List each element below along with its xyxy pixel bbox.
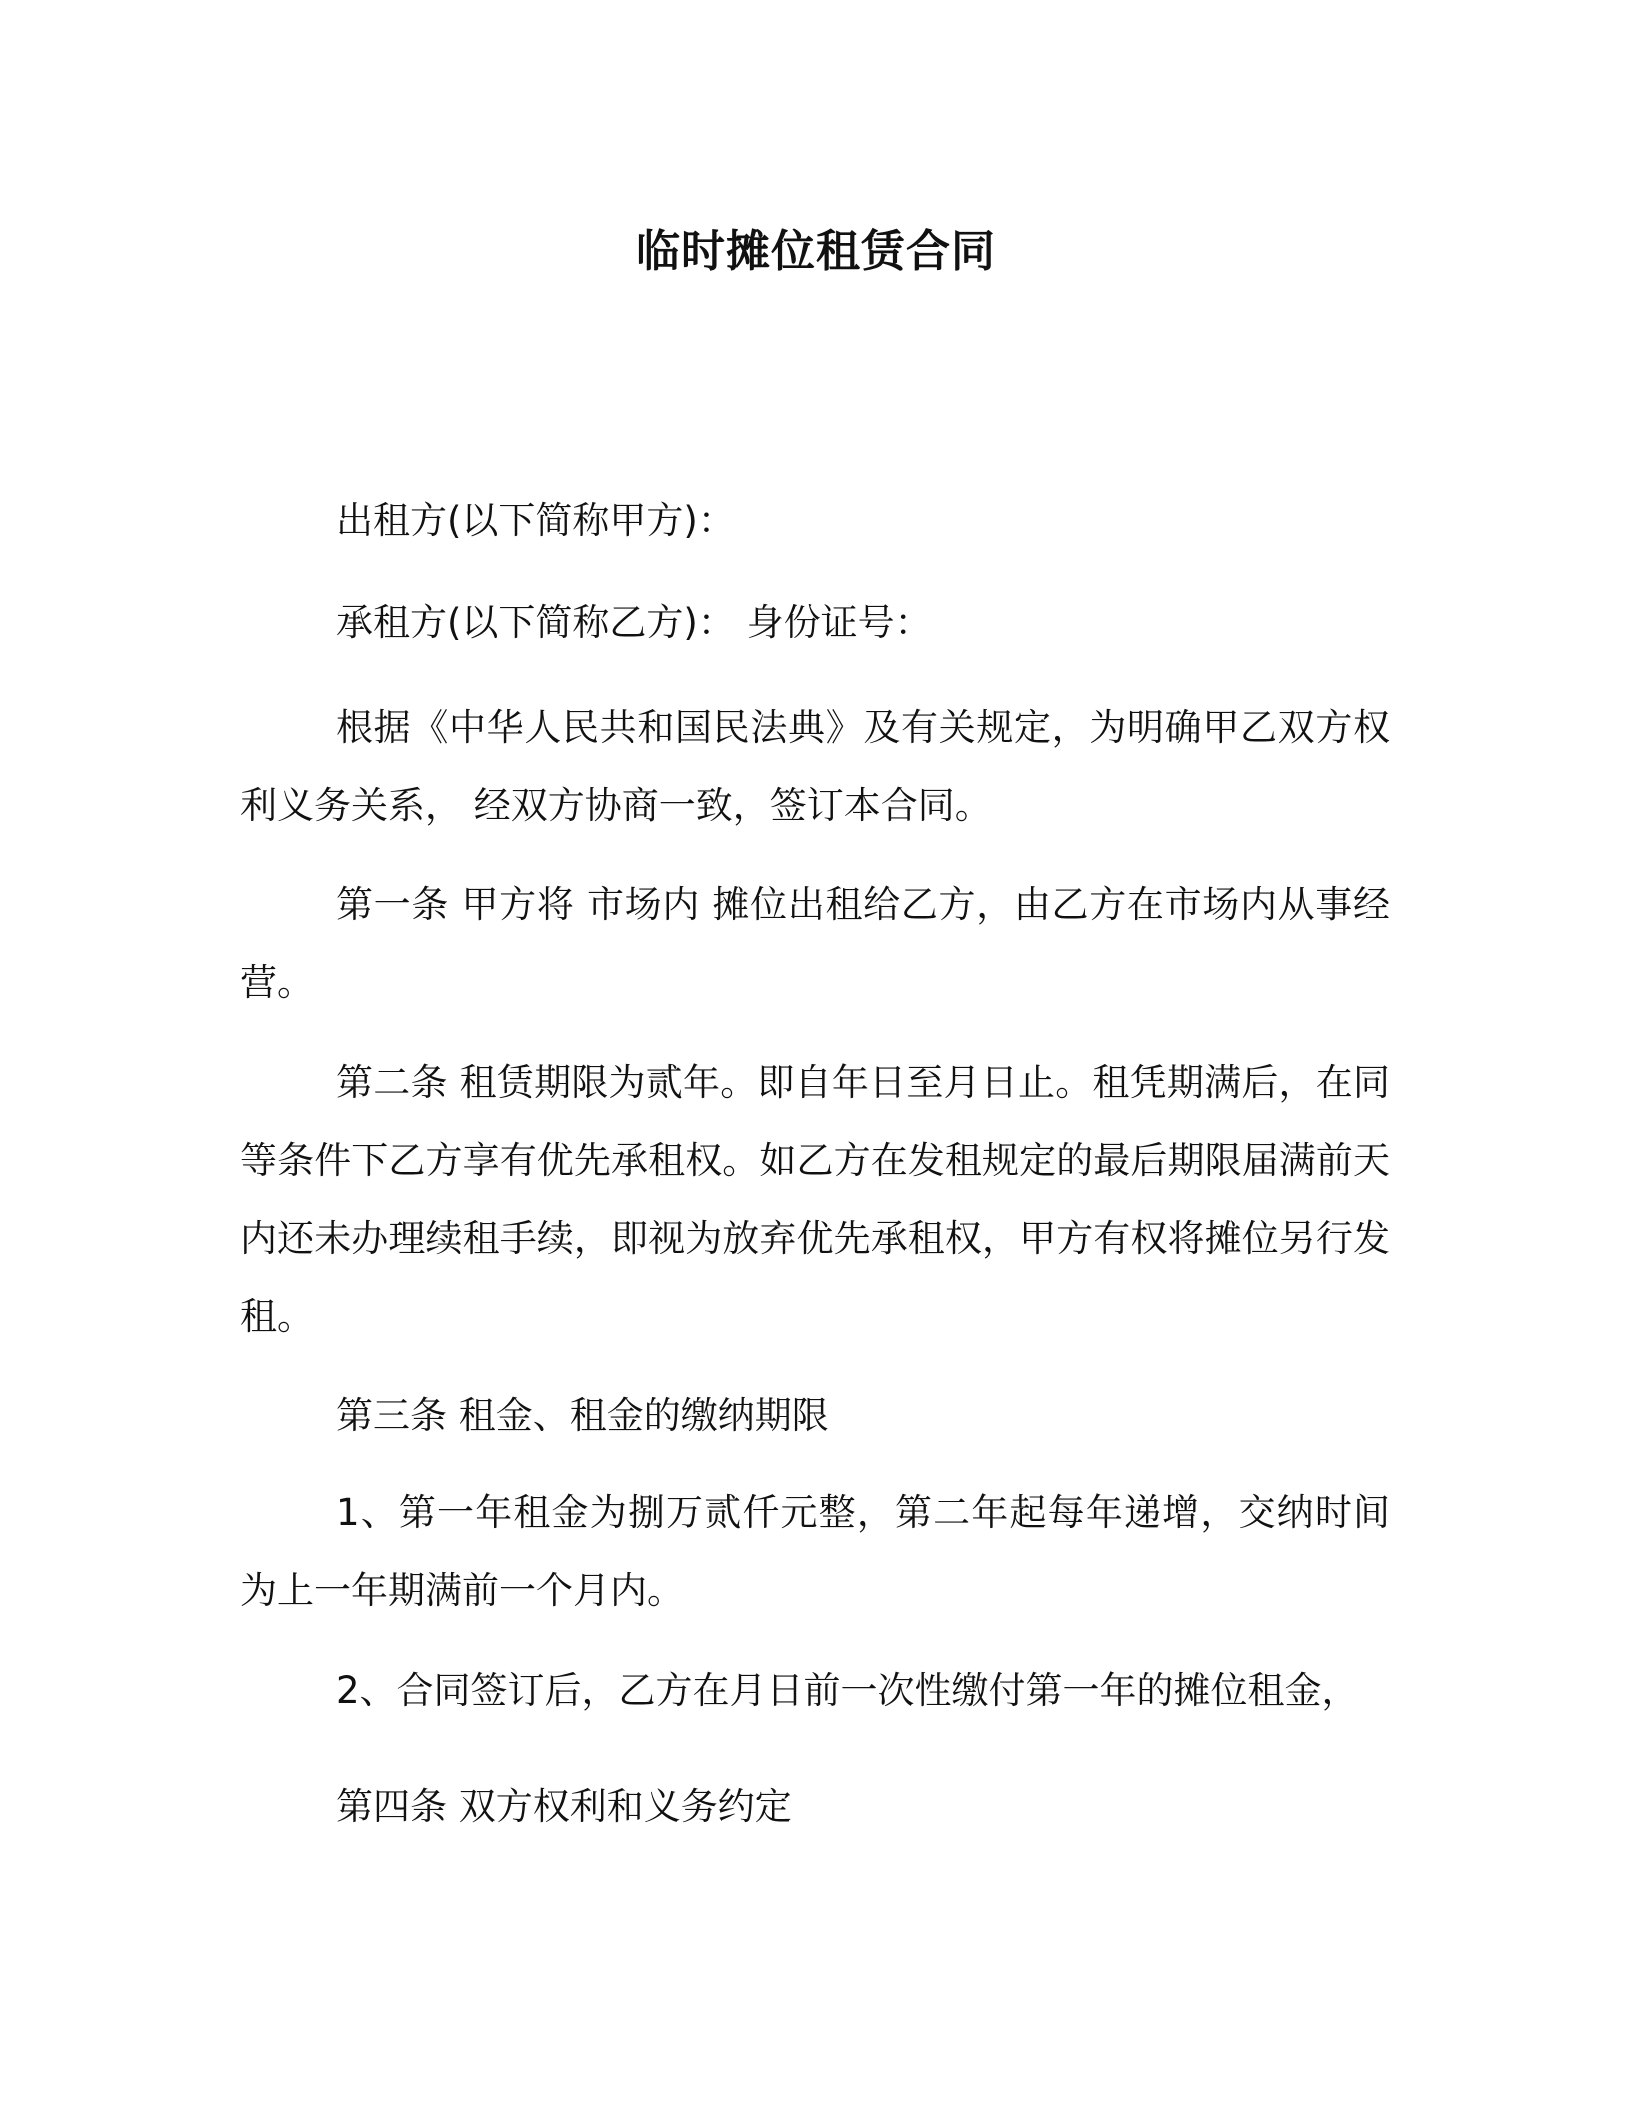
lessee-line: 承租方(以下简称乙方)： 身份证号： (336, 601, 932, 644)
lessor-line: 出租方(以下简称甲方)： (336, 499, 735, 542)
article-3-heading: 第三条 租金、租金的缴纳期限 (336, 1394, 829, 1437)
article-2-paragraph: 第二条 租赁期限为贰年。即自年日至月日止。租凭期满后，在同等条件下乙方享有优先承租权。如乙方在发租规定的最后期限届满前天内还未办理续租手续，即视为放弃优先承租权，甲方有权将摊位另行发租。 (240, 1061, 1390, 1338)
article-3-item-2: 2、合同签订后，乙方在月日前一次性缴付第一年的摊位租金， (336, 1669, 1359, 1712)
article-4-heading: 第四条 双方权利和义务约定 (336, 1785, 792, 1828)
document-title: 临时摊位租赁合同 (636, 226, 996, 277)
article-3-item-1: 1、第一年租金为捌万贰仟元整，第二年起每年递增，交纳时间为上一年期满前一个月内。 (240, 1491, 1390, 1612)
preamble-paragraph: 根据《中华人民共和国民法典》及有关规定，为明确甲乙双方权利义务关系， 经双方协商一致，签订本合同。 (240, 706, 1390, 827)
article-1-paragraph: 第一条 甲方将 市场内 摊位出租给乙方，由乙方在市场内从事经营。 (240, 883, 1390, 1004)
